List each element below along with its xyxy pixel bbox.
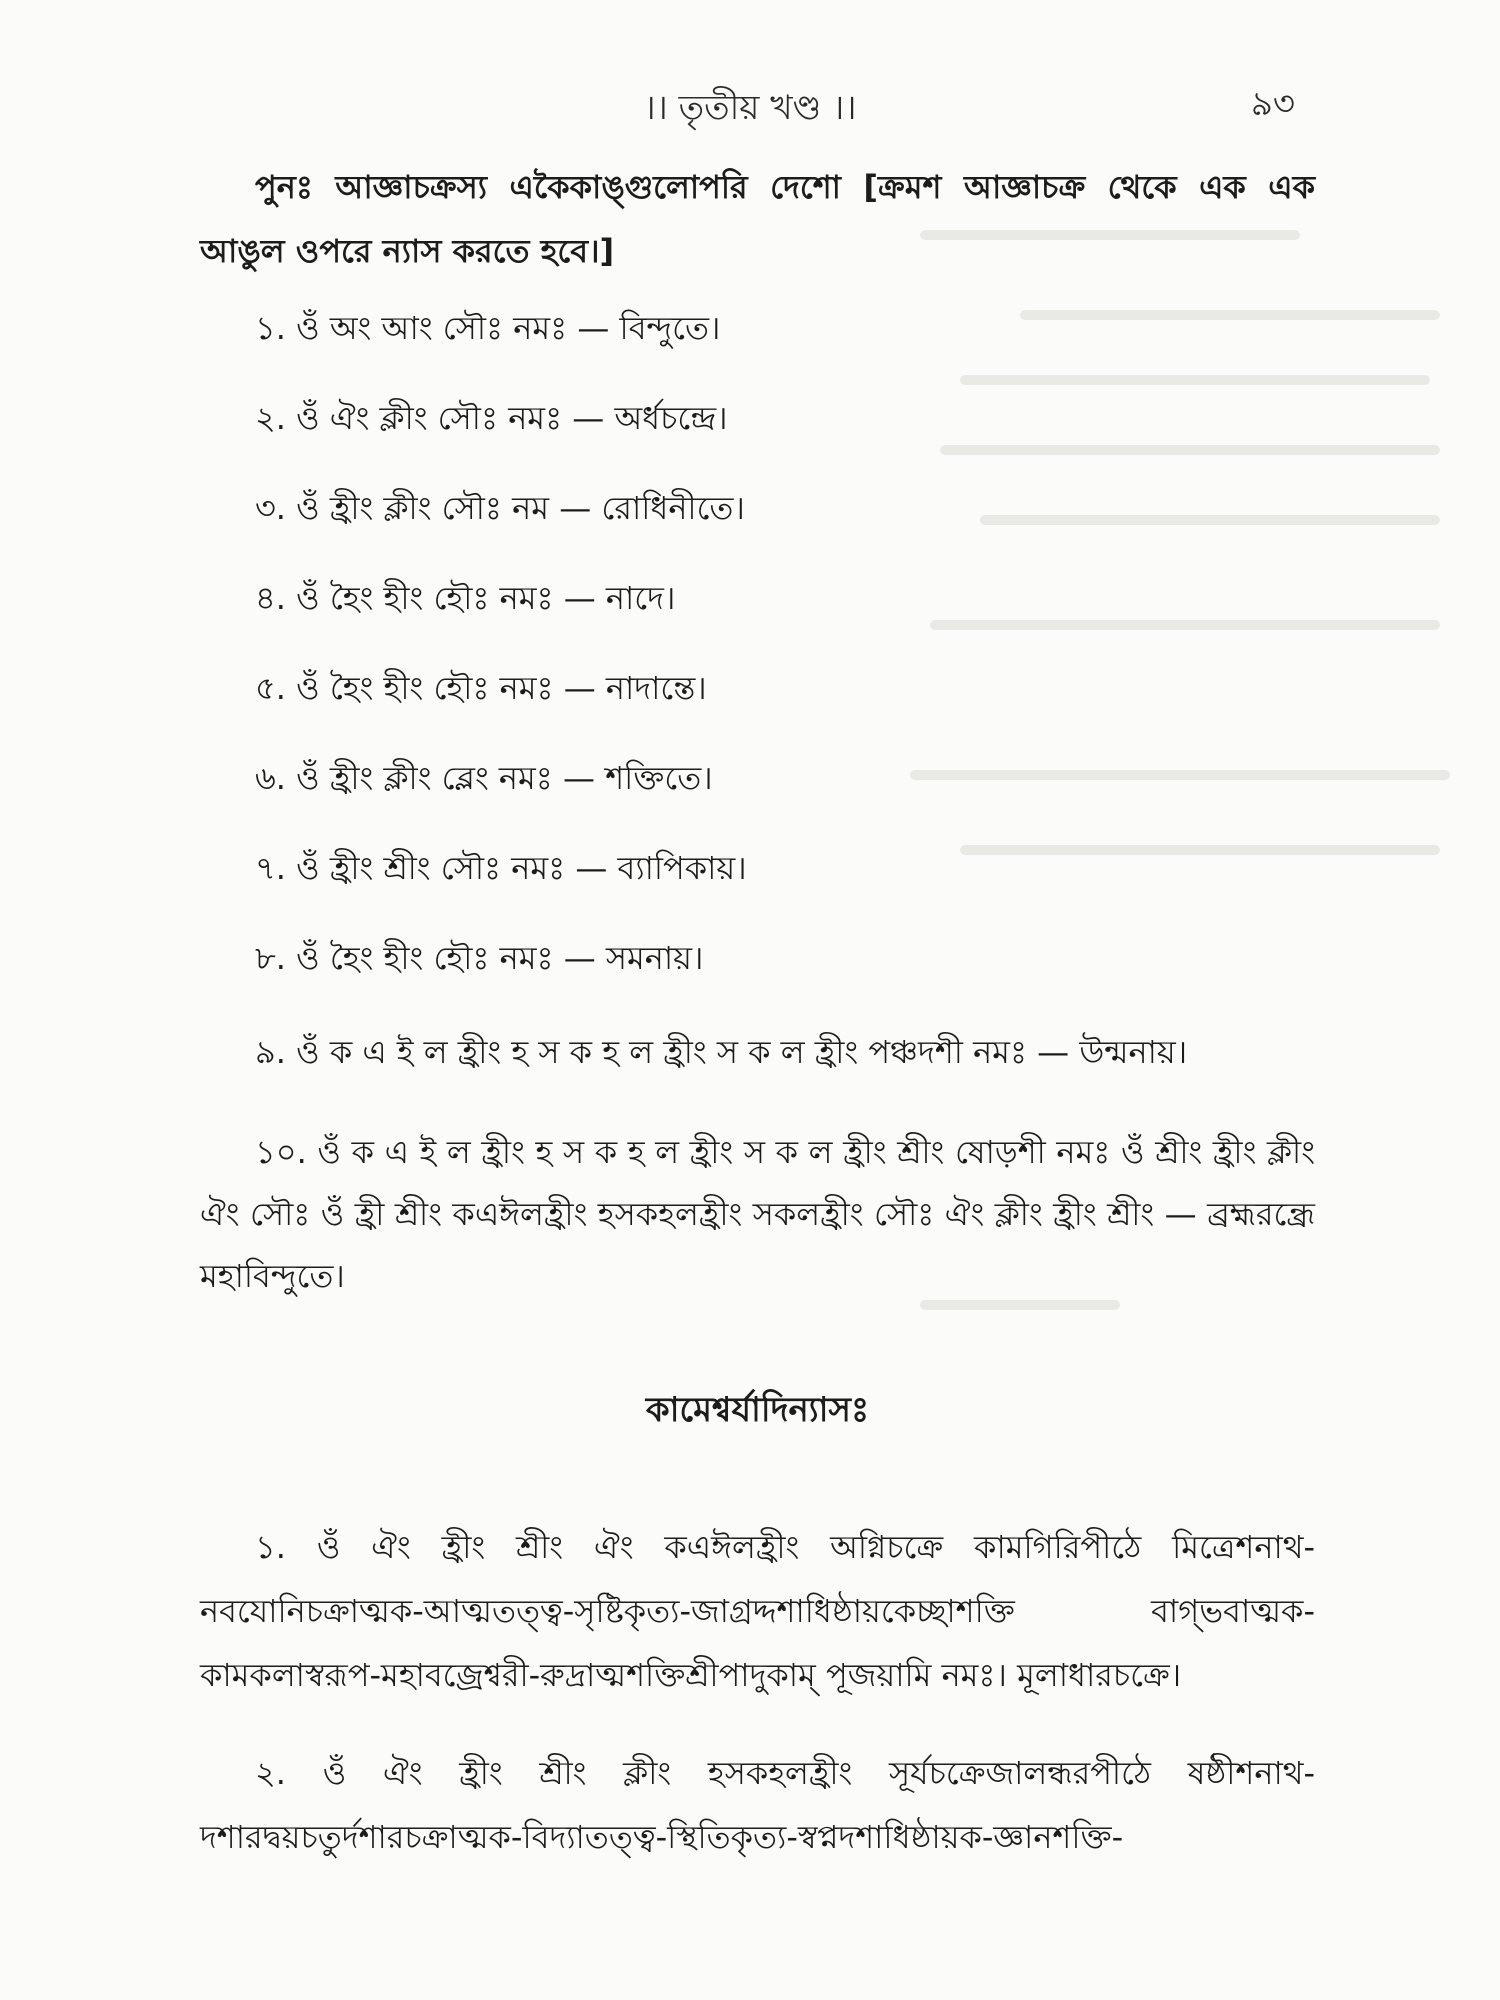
- list-item: ৮. ওঁ হৈং হীং হৌঃ নমঃ — সমনায়।: [255, 939, 704, 977]
- list-item: ১. ওঁ অং আং সৌঃ নমঃ — বিন্দুতে।: [255, 309, 721, 347]
- page-body: [200, 155, 1315, 1903]
- section-heading: কামেশ্বর্যাদিন্যাসঃ: [645, 1390, 870, 1430]
- list-item: ৭. ওঁ হ্রীং শ্রীং সৌঃ নমঃ — ব্যাপিকায়।: [255, 849, 747, 887]
- list-item: ৩. ওঁ হ্রীং ক্লীং সৌঃ নম — রোধিনীতে।: [255, 489, 745, 527]
- list-item: ৪. ওঁ হৈং হীং হৌঃ নমঃ — নাদে।: [255, 579, 676, 617]
- paragraph: ১. ওঁ ঐং হ্রীং শ্রীং ঐং কএঈলহ্রীং অগ্নিচক্রে কামগিরিপীঠে মিত্রেশনাথ-নবযোনিচক্রাত্মক-আত্মতত্ত্ব-সৃষ্টিকৃত্য-জাগ্রদ্দশাধিষ্ঠায়কেচ্ছাশক্তি বাগ্ভবাত্মক-কামকলাস্বরূপ-মহাবজ্রেশ্বরী-রুদ্রাত্মশক্তিশ্রীপাদুকাম্ পূজয়ামি নমঃ। মূলাধারচক্রে।: [200, 1528, 1315, 1694]
- intro-paragraph: পুনঃ আজ্ঞাচক্রস্য একৈকাঙ্গুলোপরি দেশো [ক্রমশ আজ্ঞাচক্র থেকে এক এক আঙুল ওপরে ন্যাস করতে হবে।]: [200, 168, 1315, 270]
- list-item: ৬. ওঁ হ্রীং ক্লীং ব্লেং নমঃ — শক্তিতে।: [255, 759, 713, 797]
- paragraph: ২. ওঁ ঐং হ্রীং শ্রীং ক্লীং হসকহলহ্রীং সূর্যচক্রেজালন্ধরপীঠে ষষ্ঠীশনাথ-দশারদ্বয়চতুর্দশারচক্রাত্মক-বিদ্যাতত্ত্ব-স্থিতিকৃত্য-স্বপ্নদশাধিষ্ঠায়ক-জ্ঞানশক্তি-: [200, 1754, 1315, 1856]
- list-item: ৫. ওঁ হৈং হীং হৌঃ নমঃ — নাদান্তে।: [255, 669, 707, 707]
- list-item: ২. ওঁ ঐং ক্লীং সৌঃ নমঃ — অর্ধচন্দ্রে।: [255, 399, 728, 437]
- running-head: ।। তৃতীয় খণ্ড ।।: [643, 88, 857, 128]
- page-header: [0, 82, 1500, 132]
- list-item-10: ১০. ওঁ ক এ ই ল হ্রীং হ স ক হ ল হ্রীং স ক ল হ্রীং শ্রীং ষোড়শী নমঃ ওঁ শ্রীং হ্রীং ক্লীং ঐং সৌঃ ওঁ হ্রী শ্রীং কএঈলহ্রীং হসকহলহ্রীং সকলহ্রীং সৌঃ ঐং ক্লীং হ্রীং শ্রীং — ব্রহ্মরন্ধ্রে মহাবিন্দুতে।: [200, 1133, 1315, 1295]
- list-item-9: ৯. ওঁ ক এ ই ল হ্রীং হ স ক হ ল হ্রীং স ক ল হ্রীং পঞ্চদশী নমঃ — উন্মনায়।: [255, 1033, 1188, 1071]
- page-number: ৯৩: [1250, 84, 1295, 124]
